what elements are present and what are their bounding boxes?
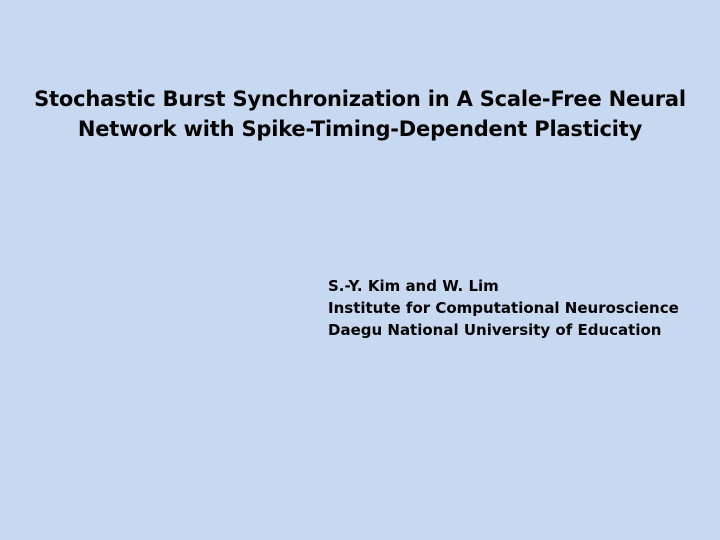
author-university: Daegu National University of Education xyxy=(328,321,662,339)
title-line-2: Network with Spike-Timing-Dependent Plasticity xyxy=(77,117,643,141)
author-names: S.-Y. Kim and W. Lim xyxy=(328,277,499,295)
author-institute: Institute for Computational Neuroscience xyxy=(328,299,679,317)
slide-title xyxy=(20,84,700,144)
author-block xyxy=(328,275,708,341)
title-line-1: Stochastic Burst Synchronization in A Scale-Free Neural xyxy=(34,87,686,111)
